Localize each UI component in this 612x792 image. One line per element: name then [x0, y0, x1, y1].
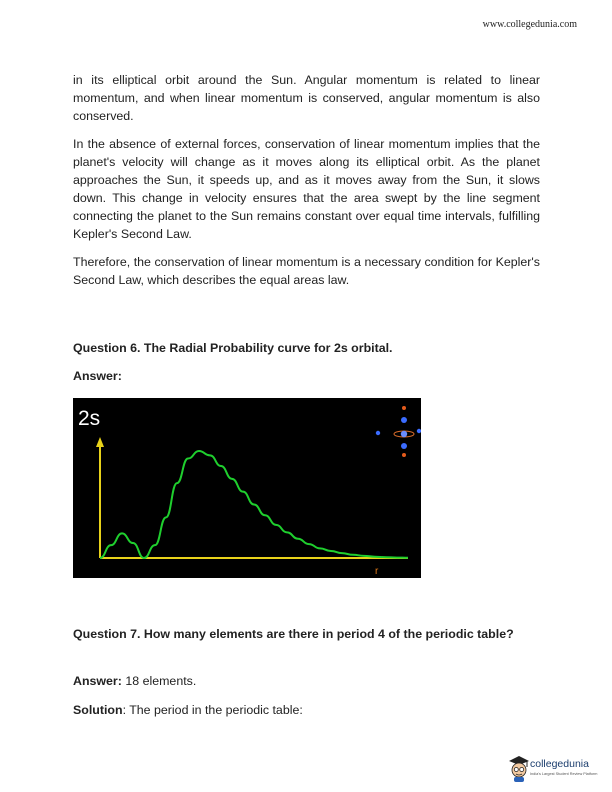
paragraph-3: Therefore, the conservation of linear momentum is a necessary condition for Kepler's Second Law, which describes the equal areas law. — [73, 255, 540, 287]
question-7-answer-text: 18 elements. — [125, 674, 197, 688]
x-axis-label: r — [375, 566, 379, 577]
paragraph-1: in its elliptical orbit around the Sun. Angular momentum is related to linear momentum, and when linear momentum is conserved, angular momentum is also conserved. — [73, 73, 540, 123]
question-7-solution-text: : The period in the periodic table: — [122, 703, 303, 717]
y-axis-arrow — [96, 437, 104, 447]
question-7-solution — [73, 703, 303, 717]
question-6-answer-label: Answer: — [73, 369, 122, 383]
question-7-heading: Question 7. How many elements are there in period 4 of the periodic table? — [73, 627, 514, 641]
paragraph-2: In the absence of external forces, conservation of linear momentum implies that the planet's velocity will change as it moves along its elliptical orbit. As the planet approaches the Sun, it speeds up, and as it moves away from the Sun, it slows down. This change in velocity ensures that the area swept by the line segment connecting the planet to the Sun remains constant over equal time intervals, fulfilling Kepler's Second Law. — [73, 137, 540, 241]
question-7-answer — [73, 674, 196, 688]
body-text — [73, 71, 540, 299]
question-6-heading: Question 6. The Radial Probability curve for 2s orbital. — [73, 341, 393, 355]
radial-probability-curve — [100, 451, 408, 558]
logo-wordmark: collegedunia — [530, 758, 589, 770]
radial-probability-chart — [73, 398, 421, 578]
header-site-url[interactable]: www.collegedunia.com — [482, 19, 577, 30]
question-7-solution-label: Solution — [73, 703, 123, 717]
mascot-icon — [508, 755, 530, 783]
question-7 — [73, 625, 540, 643]
collegedunia-logo[interactable] — [508, 755, 612, 785]
radial-probability-figure — [73, 398, 421, 578]
orbital-icon — [376, 406, 421, 457]
chart-title: 2s — [78, 407, 101, 430]
question-7-answer-label: Answer: — [73, 674, 122, 688]
logo-tagline: India's Largest Student Review Platform — [530, 772, 598, 776]
question-6 — [73, 339, 540, 383]
